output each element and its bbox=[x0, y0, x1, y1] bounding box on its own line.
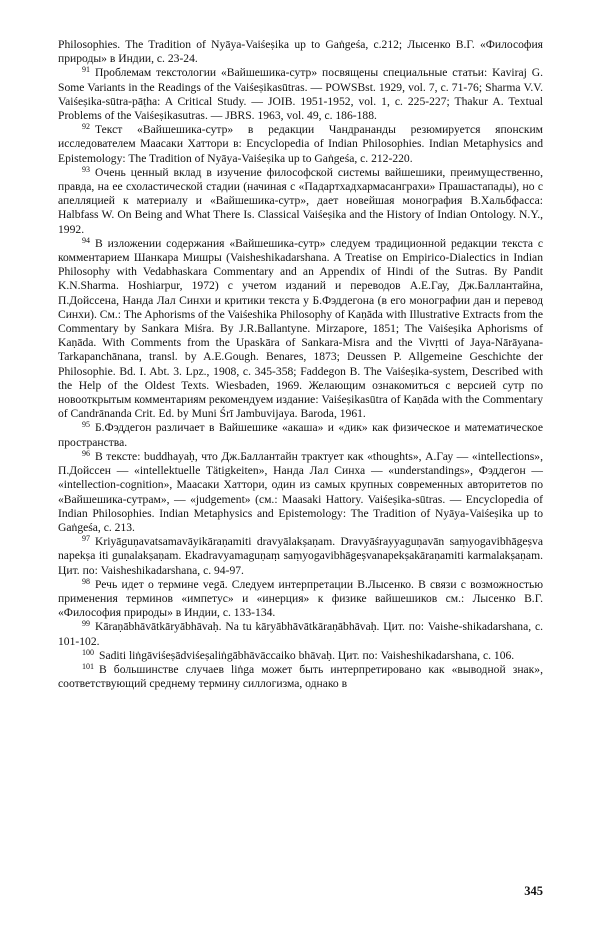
footnote-100 bbox=[58, 649, 543, 663]
footnote-number: 97 bbox=[82, 534, 90, 544]
footnote-number: 94 bbox=[82, 235, 90, 245]
footnote-text: Речь идет о термине vegā. Следуем интерпретации В.Лысенко. В связи с возможностью применения терминов «импетус» и «инерция» к физике вайшешиков см.: Лысенко В.Г. «Философия природы» в Индии, с. 133-134. bbox=[58, 577, 543, 620]
footnote-99 bbox=[58, 620, 543, 648]
footnote-number: 93 bbox=[82, 164, 90, 174]
footnote-number: 91 bbox=[82, 65, 90, 75]
footnote-text: Kriyāguṇavatsamavāyikāraṇamiti dravyālakṣaṇam. Dravyāśrayyaguṇavān saṃyogavibhāgeṣva napekṣa iti guṇalakṣaṇam. Ekadravyamaguṇaṃ saṃyogavibhāgeṣvanapekṣakāraṇamiti karmalakṣaṇam. Цит. по: Vaisheshikadarshana, c. 94-97. bbox=[58, 535, 543, 577]
footnote-94 bbox=[58, 237, 543, 422]
footnote-97 bbox=[58, 535, 543, 578]
footnote-text: Очень ценный вклад в изучение философской системы вайшешики, преимущественно, правда, на ее схоластической стадии (начиная с «Падартхадхармасанграхи» Прашастапады), но с апелляцией к материалу и «Вайшешика-сутр», дает новейшая монография В.Хальбфасса: Halbfass W. On Being and What There Is. Classical Vaiśeṣika and the History of Indian Ontology. N.Y., 1992. bbox=[58, 165, 543, 236]
footnote-number: 96 bbox=[82, 448, 90, 458]
footnote-96 bbox=[58, 450, 543, 535]
footnote-98 bbox=[58, 578, 543, 621]
footnote-text: Philosophies. The Tradition of Nyāya-Vaiśeṣika up to Gaṅgeśa, c.212; Лысенко В.Г. «Философия природы» в Индии, с. 23-24. bbox=[58, 38, 543, 66]
footnote-text: Saditi liṅgāviśeṣādviśeṣaliṅgābhāvāccaiko bhāvaḥ. Цит. по: Vaisheshikadarshana, c. 106. bbox=[99, 648, 515, 662]
footnote-93 bbox=[58, 166, 543, 237]
footnote-continuation bbox=[58, 38, 543, 66]
footnote-number: 95 bbox=[82, 420, 90, 430]
footnote-number: 100 bbox=[82, 647, 94, 657]
footnote-text: Текст «Вайшешика-сутр» в редакции Чандрананды резюмируется японским исследователем Маасаки Хаттори в: Encyclopedia of Indian Philosophies. Indian Metaphysics and Epistemology: The Tradition of Nyāya-Vaiśeṣika up to Gaṅgeśa, c. 212-220. bbox=[58, 123, 543, 165]
footnote-text: Kāraṇābhāvātkāryābhāvaḥ. Na tu kāryābhāvātkāraṇābhāvaḥ. Цит. по: Vaishe-shikadarshana, c. 101-102. bbox=[58, 620, 543, 648]
footnote-text: В изложении содержания «Вайшешика-сутр» следуем традиционной редакции текста с комментарием Шанкара Мишры (Vaisheshikadarshana. A Treatise on Empirico-Dialectics in Indian Philosophy with Vedabhaskara Commentary and an Appendix of Hindi of the Sutras. By Pandit K.N.Sharma. Hoshiarpur, 1972) с учетом изданий и переводов А.Е.Гау, Дж.Баллантайна, П.Дойссена, Нанда Лал Синхи и критики текста у Б.Фэддегона (в его монографии дан и перевод Синхи). См.: The Aphorisms of the Vaiśeshika Philosophy of Kaṇāda with Illustrative Extracts from the Commentary by Sankara Miśra. By J.R.Ballantyne. Mirzapore, 1851; The Vaiśeṣika Aphorisms of Kaṇāda. With Comments from the Upaskāra of Sankara-Misra and the Vivṛtti of Jaya-Nārāyana-Tarkapanchānana, transl. by A.E.Gough. Benares, 1873; Deussen P. Allgemeine Geschichte der Philosophie. Bd. I. Abt. 3. Lpz., 1908, c. 345-358; Faddegon B. The Vaiśeṣika-system, Described with the Help of the Oldest Texts. Wiesbaden, 1969. Желающим ознакомиться с версией сутр по новооткрытым комментариям рекомендуем издание: Vaiśeṣikasūtra of Kaṇāda with the Commentary of Candrānanda Crit. Ed. by Muni Śrī Jambuvijaya. Baroda, 1961. bbox=[58, 236, 543, 421]
footnote-91 bbox=[58, 66, 543, 123]
footnote-number: 98 bbox=[82, 576, 90, 586]
footnote-101 bbox=[58, 663, 543, 691]
page-number: 345 bbox=[524, 884, 543, 898]
footnote-text: Б.Фэддегон различает в Вайшешике «акаша» и «дик» как физическое и математическое пространства. bbox=[58, 421, 543, 449]
footnote-text: Проблемам текстологии «Вайшешика-сутр» посвящены специальные статьи: Kaviraj G. Some Variants in the Readings of the Vaiśeṣikasūtras. — POWSBst. 1929, vol. 7, c. 71-76; Sharma V.V. Vaiśeṣika-sūtra-pāṭha: A Critical Study. — JOIB. 1951-1952, vol. 1, c. 225-227; Thakur A. Textual Problems of the Vaiśeṣikasutras. — JBRS. 1963, vol. 49, c. 186-188. bbox=[58, 66, 543, 123]
footnote-number: 92 bbox=[82, 122, 90, 132]
footnote-text: В большинстве случаев liṅga может быть интерпретировано как «выводной знак», соответствующий среднему термину силлогизма, однако в bbox=[58, 662, 543, 691]
footnote-text: В тексте: buddhayaḥ, что Дж.Баллантайн трактует как «thoughts», А.Гау — «intellections», П.Дойссен — «intellektuelle Tätigkeiten», Нанда Лал Синха — «understandings», Фэддегон — «intellection-cognition», Маасаки Хаттори, один из самых крупных современных авторитетов по «Вайшешика-сутрам», — «judgement» (см.: Maasaki Hattory. Vaiśeṣika-sūtras. — Encyclopedia of Indian Philosophies. Indian Metaphysics and Epistemology: The Tradition of Nyāya-Vaiśeṣika up to Gaṅgeśa, c. 213. bbox=[58, 449, 543, 534]
footnote-95 bbox=[58, 421, 543, 449]
footnote-92 bbox=[58, 123, 543, 166]
footnote-number: 99 bbox=[82, 619, 90, 629]
footnotes-block bbox=[58, 38, 543, 691]
footnote-number: 101 bbox=[82, 661, 94, 671]
